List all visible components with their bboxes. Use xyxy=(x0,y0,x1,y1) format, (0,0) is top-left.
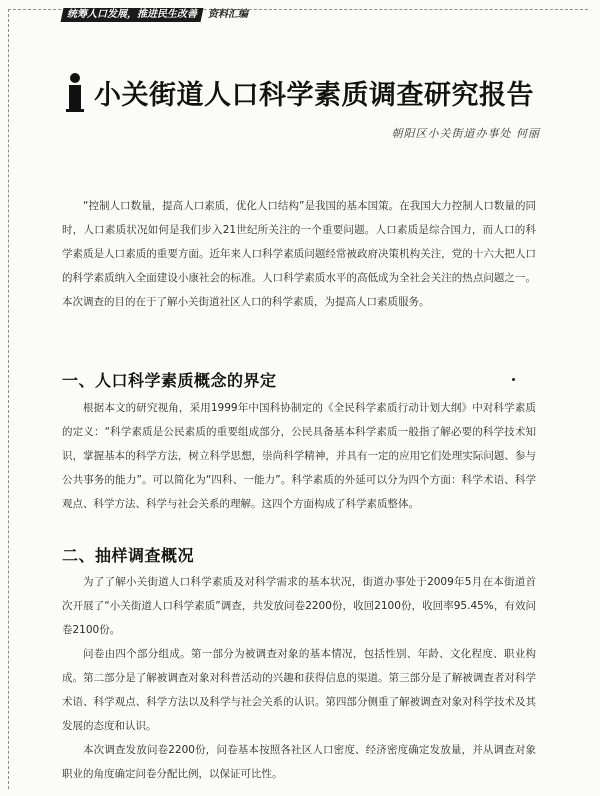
header-section: 资料汇编 xyxy=(208,9,248,20)
paragraph: 问卷由四个部分组成。第一部分为被调查对象的基本情况，包括性别、年龄、文化程度、职业构成。第二部分是了解被调查对象对科普活动的兴趣和获得信息的渠道。第三部分是了解被调查者对科学术语、科学观点、科学方法以及科学与社会关系的认识。第四部分侧重了解被调查对象对科学技术及其发展的态度和认识。 xyxy=(62,648,536,732)
intro-paragraph xyxy=(62,194,536,314)
title-row xyxy=(66,72,534,112)
section-1-body xyxy=(62,396,536,516)
header-tag: 统筹人口发展，推进民生改善 xyxy=(61,8,204,22)
running-header xyxy=(62,8,248,22)
paragraph: 为了了解小关街道人口科学素质及对科学需求的基本状况，街道办事处于2009年5月在本街道首次开展了“小关街道人口科学素质”调查，共发放问卷2200份，收回2100份，收回率95.45%，有效问卷2100份。 xyxy=(62,576,536,636)
paragraph: 根据本文的研究视角，采用1999年中国科协制定的《全民科学素质行动计划大纲》中对科学素质的定义：“科学素质是公民素质的重要组成部分，公民具备基本科学素质一般指了解必要的科学技术知识，掌握基本的科学方法，树立科学思想，崇尚科学精神，并具有一定的应用它们处理实际问题、参与公共事务的能力”。可以简化为“四科、一能力”。科学素质的外延可以分为四个方面：科学术语、科学观点、科学方法、科学与社会关系的理解。这四个方面构成了科学素质整体。 xyxy=(62,402,536,510)
section-2-body xyxy=(62,570,536,786)
intro-text: “控制人口数量，提高人口素质，优化人口结构”是我国的基本国策。在我国大力控制人口数量的同时，人口素质状况如何是我们步入21世纪所关注的一个重要问题。人口素质是综合国力，而人口的科学素质是人口素质的重要方面。近年来人口科学素质问题经常被政府决策机构关注，党的十六大把人口的科学素质纳入全面建设小康社会的标准。人口科学素质水平的高低成为全社会关注的热点问题之一。本次调查的目的在于了解小关街道社区人口的科学素质，为提高人口素质服务。 xyxy=(62,200,536,308)
print-mark xyxy=(512,378,515,381)
article-title: 小关街道人口科学素质调查研究报告 xyxy=(94,79,534,111)
person-icon xyxy=(66,72,84,112)
byline: 朝阳区小关街道办事处 何丽 xyxy=(391,127,540,140)
section-heading-2: 二、抽样调查概况 xyxy=(62,546,195,565)
paragraph: 本次调查发放问卷2200份，问卷基本按照各社区人口密度、经济密度确定发放量，并从调查对象职业的角度确定问卷分配比例，以保证可比性。 xyxy=(62,744,536,780)
section-heading-1: 一、人口科学素质概念的界定 xyxy=(62,371,277,390)
